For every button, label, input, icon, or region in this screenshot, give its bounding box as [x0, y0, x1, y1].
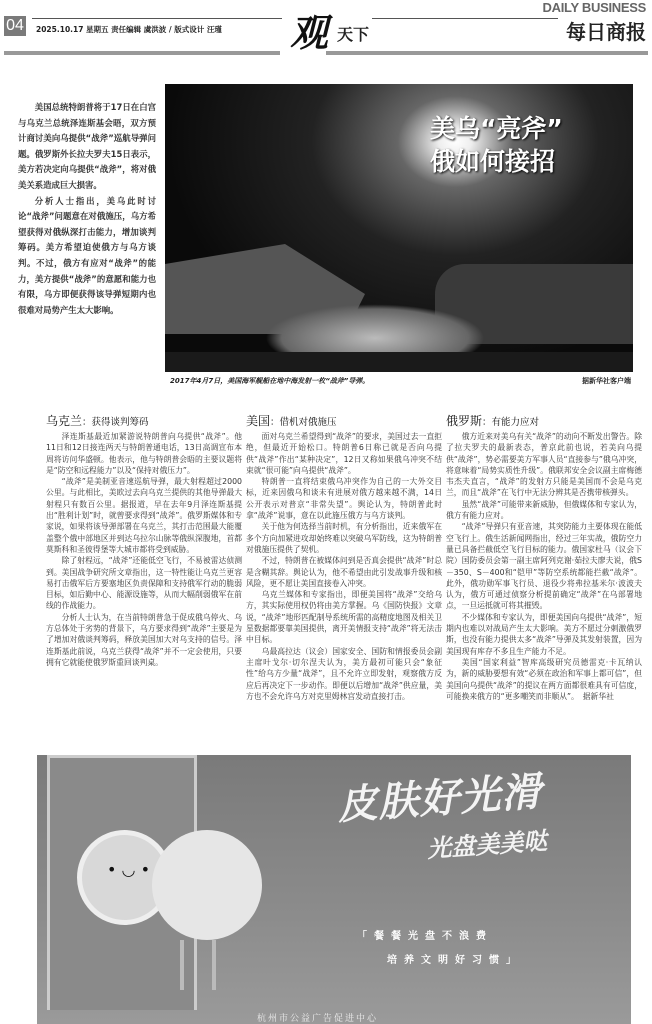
- lead-paragraph: 美国总统特朗普将于17日在白宫与乌克兰总统泽连斯基会晤，双方预计商讨美向乌提供“战斧”巡航导弹问题。俄罗斯外长拉夫罗夫15日表示，美方若决定向乌提供“战斧”，将对俄美关系造成巨大损害。: [18, 102, 156, 190]
- paragraph: “战斧”导弹只有亚音速，其突防能力主要体现在能低空飞行上。俄生活新闻网指出，经过三年实战，俄防空力量已具备拦截低空飞行目标的能力。俄国家杜马（议会下院）国防委员会第一副主席阿列克谢·茹拉夫廖夫说，俄S－350、S－400和“铠甲”等防空系统都能拦截“战斧”。此外，俄功勋军事飞行员、退役少将弗拉基米尔·波波夫认为，俄方可通过侦察分析提前确定“战斧”在乌部署地点，一旦运抵就可将其摧毁。: [446, 522, 642, 611]
- headline-line: 俄如何接招: [430, 147, 556, 176]
- paragraph: 关于他为何选择当前时机，有分析指出，近来俄军在多个方向加紧进攻却始终难以突破乌军防线，这为特朗普对俄施压提供了契机。: [246, 522, 442, 554]
- header-bar: [326, 51, 648, 55]
- headline: [430, 112, 563, 178]
- paragraph: 不少媒体和专家认为，即便美国向乌提供“战斧”，短期内也难以对战局产生太大影响。美方不愿过分刺激俄罗斯，也没有能力提供太多“战斧”导弹及其发射装置，因为美国现有库存不多且生产能力不足。: [446, 612, 642, 656]
- section-name: 天下: [337, 25, 370, 44]
- article-column-ukraine: [46, 414, 242, 668]
- column-heading: 乌克兰：获得谈判筹码: [46, 414, 149, 428]
- paragraph: 乌克兰媒体和专家指出，即便美国将“战斧”交给乌方，其实际使用权仍将由美方掌握。乌《国防快报》文章说，“战斧”地形匹配制导系统所需的高精度地图及相关卫星数据都要靠美国提供，离开美情报支持“战斧”将无法击中目标。: [246, 590, 442, 645]
- photo-caption: 2017年4月7日，美国海军舰船在地中海发射一枚“战斧”导弹。: [170, 377, 370, 385]
- article-column-russia: [446, 414, 642, 702]
- column-heading: 美国：借机对俄施压: [246, 414, 337, 428]
- header-rule: [372, 18, 558, 19]
- paragraph: 不过，特朗普在被媒体问到是否真会提供“战斧”时总是含糊其辞。舆论认为，他不希望由此引发战事升级和核风险，更不愿让美国直接卷入冲突。: [246, 556, 442, 588]
- paper-name-cn: 每日商报: [566, 20, 646, 44]
- public-service-ad: [37, 755, 631, 1024]
- paragraph: 泽连斯基最近加紧游说特朗普向乌提供“战斧”。他11日和12日接连两天与特朗普通电话，13日高调宣布本周将访问华盛顿。他表示，他与特朗普会晤的主要议题将是“防空和远程能力”以及“保持对俄压力”。: [46, 432, 242, 475]
- paragraph: “战斧”是美制亚音速巡航导弹，最大射程超过2000公里。与此相比，美欧过去向乌克兰提供的其他导弹最大射程只有数百公里。据报道，早在去年9月泽连斯基提出“胜利计划”时，就曾要求得到“战斧”。俄罗斯媒体和专家说，如果将该导弹部署在乌克兰，其打击范围最大能覆盖整个俄中部地区并到达乌拉尔山脉等俄纵深腹地，首都莫斯科和圣彼得堡等大城市都将受到威胁。: [46, 477, 242, 554]
- page-number: 04: [4, 16, 26, 36]
- lead-paragraph: 分析人士指出，美乌此时讨论“战斧”问题意在对俄施压，乌方希望获得对俄纵深打击能力，增加谈判筹码。美方希望迫使俄方与乌方谈判。不过，俄方有应对“战斧”的能力，美方提供“战斧”的意愿和能力也有限，乌方即便获得该导弹短期内也很难对局势产生太大影响。: [18, 195, 156, 315]
- ad-sponsor: 杭州市公益广告促进中心: [257, 1014, 379, 1024]
- paragraph: 俄方近来对美乌有关“战斧”的动向不断发出警告。除了拉夫罗夫的最新表态，普京此前也说，若美向乌提供“战斧”，势必需要美方军事人员“直接参与”俄乌冲突，将意味着“局势实质性升级”。俄联邦安全会议副主席梅德韦杰夫直言，“战斧”的发射方只能是美国而不会是乌克兰，而且“战斧”在飞行中无法分辨其是否携带核弹头。: [446, 432, 642, 498]
- paragraph: 分析人士认为，在当前特朗普急于促成俄乌停火、乌方总体处于劣势的背景下，乌方要求得到“战斧”主要是为了增加对俄谈判筹码，释放美国加大对乌支持的信号。泽连斯基此前说，乌克兰获得“战斧”并不一定会使用，只要拥有它就能使俄罗斯重回谈判桌。: [46, 612, 242, 667]
- paragraph: 除了射程远，“战斧”还能低空飞行，不易被雷达侦测到。美国战争研究所文章指出，这一特性能让乌克兰更容易打击俄军后方要塞地区负责保障和支持俄军行动的脆弱目标，如后勤中心、能源设施等，从而大幅削弱俄军在前线的作战能力。: [46, 556, 242, 611]
- paragraph: 乌最高拉达（议会）国家安全、国防和情报委员会副主席叶戈尔·切尔涅夫认为，美方最初可能只会“象征性”给乌方少量“战斧”，且不允许立即发射，观察俄方反应后再决定下一步动作。即便以后增加“战斧”供应量，美方也不会允许乌方对克里姆林宫发动直接打击。: [246, 646, 442, 701]
- headline-line: 美乌“亮斧”: [430, 114, 563, 143]
- dateline: 2025.10.17 星期五 责任编辑 虞洪波 / 版式设计 汪瑾: [36, 25, 222, 34]
- lead-paragraphs: [18, 100, 156, 318]
- article-column-usa: [246, 414, 442, 702]
- ad-slogan: 「餐餐光盘不浪费: [357, 931, 493, 942]
- column-heading: 俄罗斯：有能力应对: [446, 414, 540, 428]
- paper-name-en: DAILY BUSINESS: [542, 0, 646, 15]
- sea-shape: [165, 352, 633, 372]
- photo-credit: 据新华社客户端: [582, 377, 631, 385]
- paragraph: 面对乌克兰希望得到“战斧”的要求，美国过去一直拒绝，但最近开始松口。特朗普6日称已就是否向乌提供“战斧”作出“某种决定”，12日又称如果俄乌冲突不结束就“很可能”向乌提供“战斧”。: [246, 432, 442, 475]
- ad-slogan: 培养文明好习惯」: [387, 955, 523, 966]
- header-bar: [4, 51, 280, 55]
- header-rule: [32, 18, 282, 19]
- ad-subtitle: 光盘美美哒: [426, 826, 549, 864]
- plate-character: [152, 830, 262, 940]
- ad-title: 皮肤好光滑: [335, 768, 544, 830]
- section-logo: 观: [290, 10, 329, 55]
- smiley-face-icon: • ◡ •: [107, 860, 151, 879]
- plate-leg: [212, 940, 216, 990]
- plate-leg: [180, 940, 184, 990]
- paragraph: 美国“国家利益”智库高级研究员德雷克·卡瓦纳认为，新的威胁要想有效“必须在政治和军事上都可信”，但美国向乌提供“战斧”的提议在两方面都很难具有可信度，可能换来俄方的“更多嘲笑而非顺从”。 据新华社: [446, 657, 642, 701]
- paragraph: 特朗普一直将结束俄乌冲突作为自己的一大外交目标，近来因俄乌和谈未有进展对俄方越来越不满，14日公开表示对普京“非常失望”。舆论认为，特朗普此时拿“战斧”说事，意在以此施压俄方与乌方谈判。: [246, 477, 442, 521]
- paragraph: 虽然“战斧”可能带来新威胁，但俄媒体和专家认为，俄方有能力应对。: [446, 499, 642, 521]
